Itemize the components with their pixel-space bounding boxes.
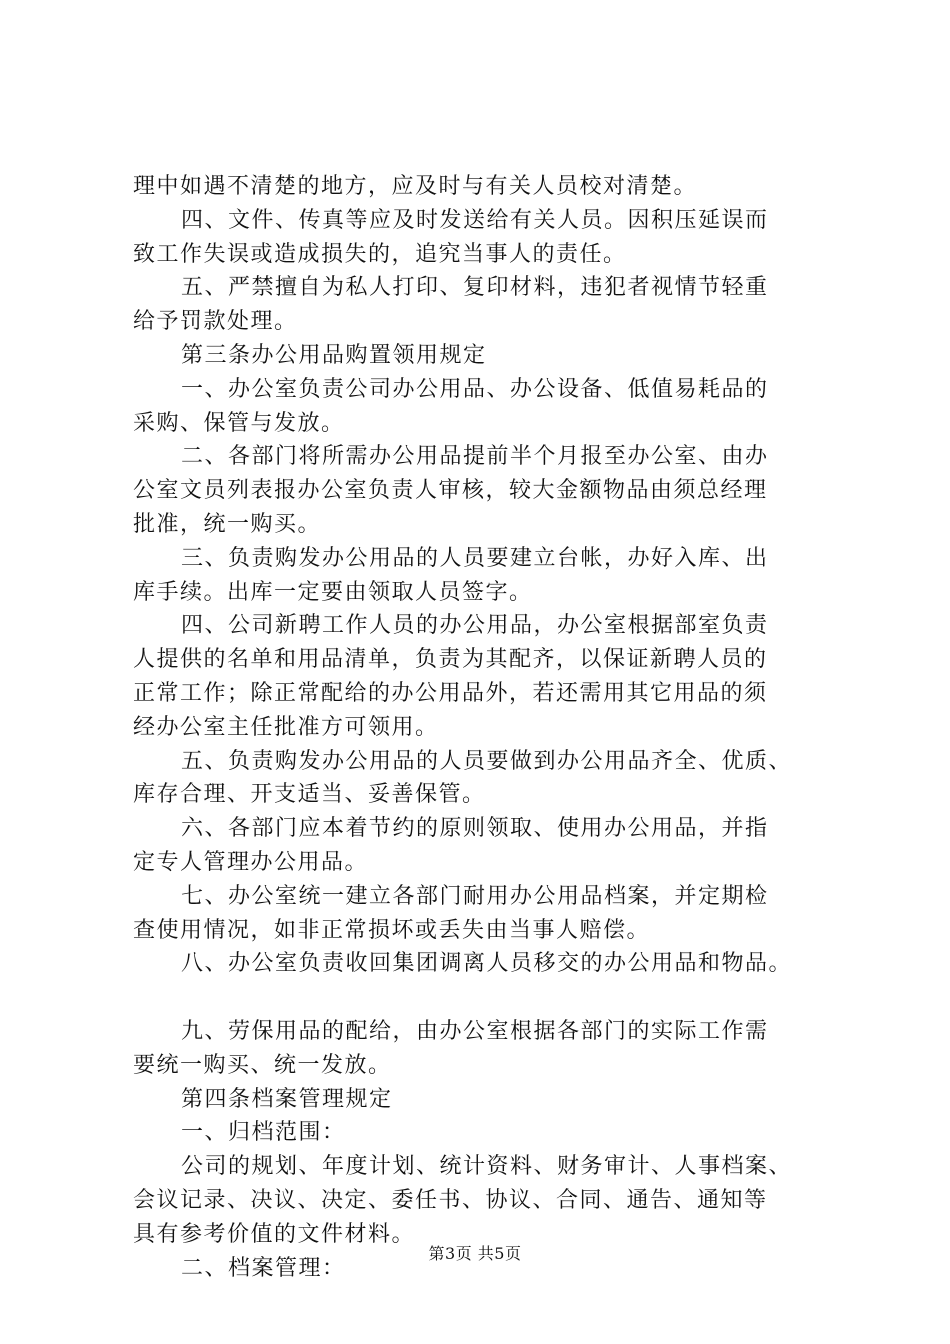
text-line: 正常工作；除正常配给的办公用品外，若还需用其它用品的须 bbox=[133, 680, 768, 706]
text-line: 定专人管理办公用品。 bbox=[133, 849, 369, 875]
text-line: 理中如遇不清楚的地方，应及时与有关人员校对清楚。 bbox=[133, 174, 698, 199]
text-line: 三、负责购发办公用品的人员要建立台帐，办好入库、出 bbox=[181, 545, 769, 571]
blank-line bbox=[133, 981, 838, 1015]
text-line: 具有参考价值的文件材料。 bbox=[133, 1221, 416, 1247]
section-heading: 第四条档案管理规定 bbox=[181, 1086, 393, 1112]
text-line: 致工作失误或造成损失的，追究当事人的责任。 bbox=[133, 241, 627, 267]
text-line: 经办公室主任批准方可领用。 bbox=[133, 714, 439, 740]
text-line: 五、严禁擅自为私人打印、复印材料，违犯者视情节轻重 bbox=[181, 275, 769, 301]
text-line: 给予罚款处理。 bbox=[133, 309, 298, 335]
text-line: 四、公司新聘工作人员的办公用品，办公室根据部室负责 bbox=[181, 613, 769, 639]
text-line: 库存合理、开支适当、妥善保管。 bbox=[133, 782, 486, 808]
text-line: 查使用情况，如非正常损坏或丢失由当事人赔偿。 bbox=[133, 917, 651, 943]
text-line: 一、归档范围： bbox=[181, 1120, 346, 1146]
text-line: 八、办公室负责收回集团调离人员移交的办公用品和物品。 bbox=[181, 951, 793, 977]
text-line: 七、办公室统一建立各部门耐用办公用品档案，并定期检 bbox=[181, 883, 769, 909]
text-line: 六、各部门应本着节约的原则领取、使用办公用品，并指 bbox=[181, 816, 769, 842]
text-line: 公室文员列表报办公室负责人审核，较大金额物品由须总经理 bbox=[133, 478, 768, 504]
text-line: 批准，统一购买。 bbox=[133, 511, 322, 537]
text-line: 库手续。出库一定要由领取人员签字。 bbox=[133, 579, 533, 605]
text-line: 人提供的名单和用品清单，负责为其配齐，以保证新聘人员的 bbox=[133, 647, 768, 673]
text-line: 九、劳保用品的配给，由办公室根据各部门的实际工作需 bbox=[181, 1018, 769, 1044]
text-line: 二、各部门将所需办公用品提前半个月报至办公室、由办 bbox=[181, 444, 769, 470]
text-line: 采购、保管与发放。 bbox=[133, 410, 345, 436]
text-line: 一、办公室负责公司办公用品、办公设备、低值易耗品的 bbox=[181, 376, 769, 402]
section-heading: 第三条办公用品购置领用规定 bbox=[181, 342, 487, 368]
page-number-footer: 第3页 共5页 bbox=[428, 1244, 522, 1263]
text-line: 会议记录、决议、决定、委任书、协议、合同、通告、通知等 bbox=[133, 1187, 768, 1213]
document-body bbox=[133, 170, 838, 1285]
text-line: 四、文件、传真等应及时发送给有关人员。因积压延误而 bbox=[181, 207, 769, 233]
text-line: 五、负责购发办公用品的人员要做到办公用品齐全、优质、 bbox=[181, 748, 793, 774]
text-line: 要统一购买、统一发放。 bbox=[133, 1052, 392, 1078]
text-line: 公司的规划、年度计划、统计资料、财务审计、人事档案、 bbox=[181, 1154, 793, 1180]
text-line: 二、档案管理： bbox=[181, 1255, 346, 1281]
